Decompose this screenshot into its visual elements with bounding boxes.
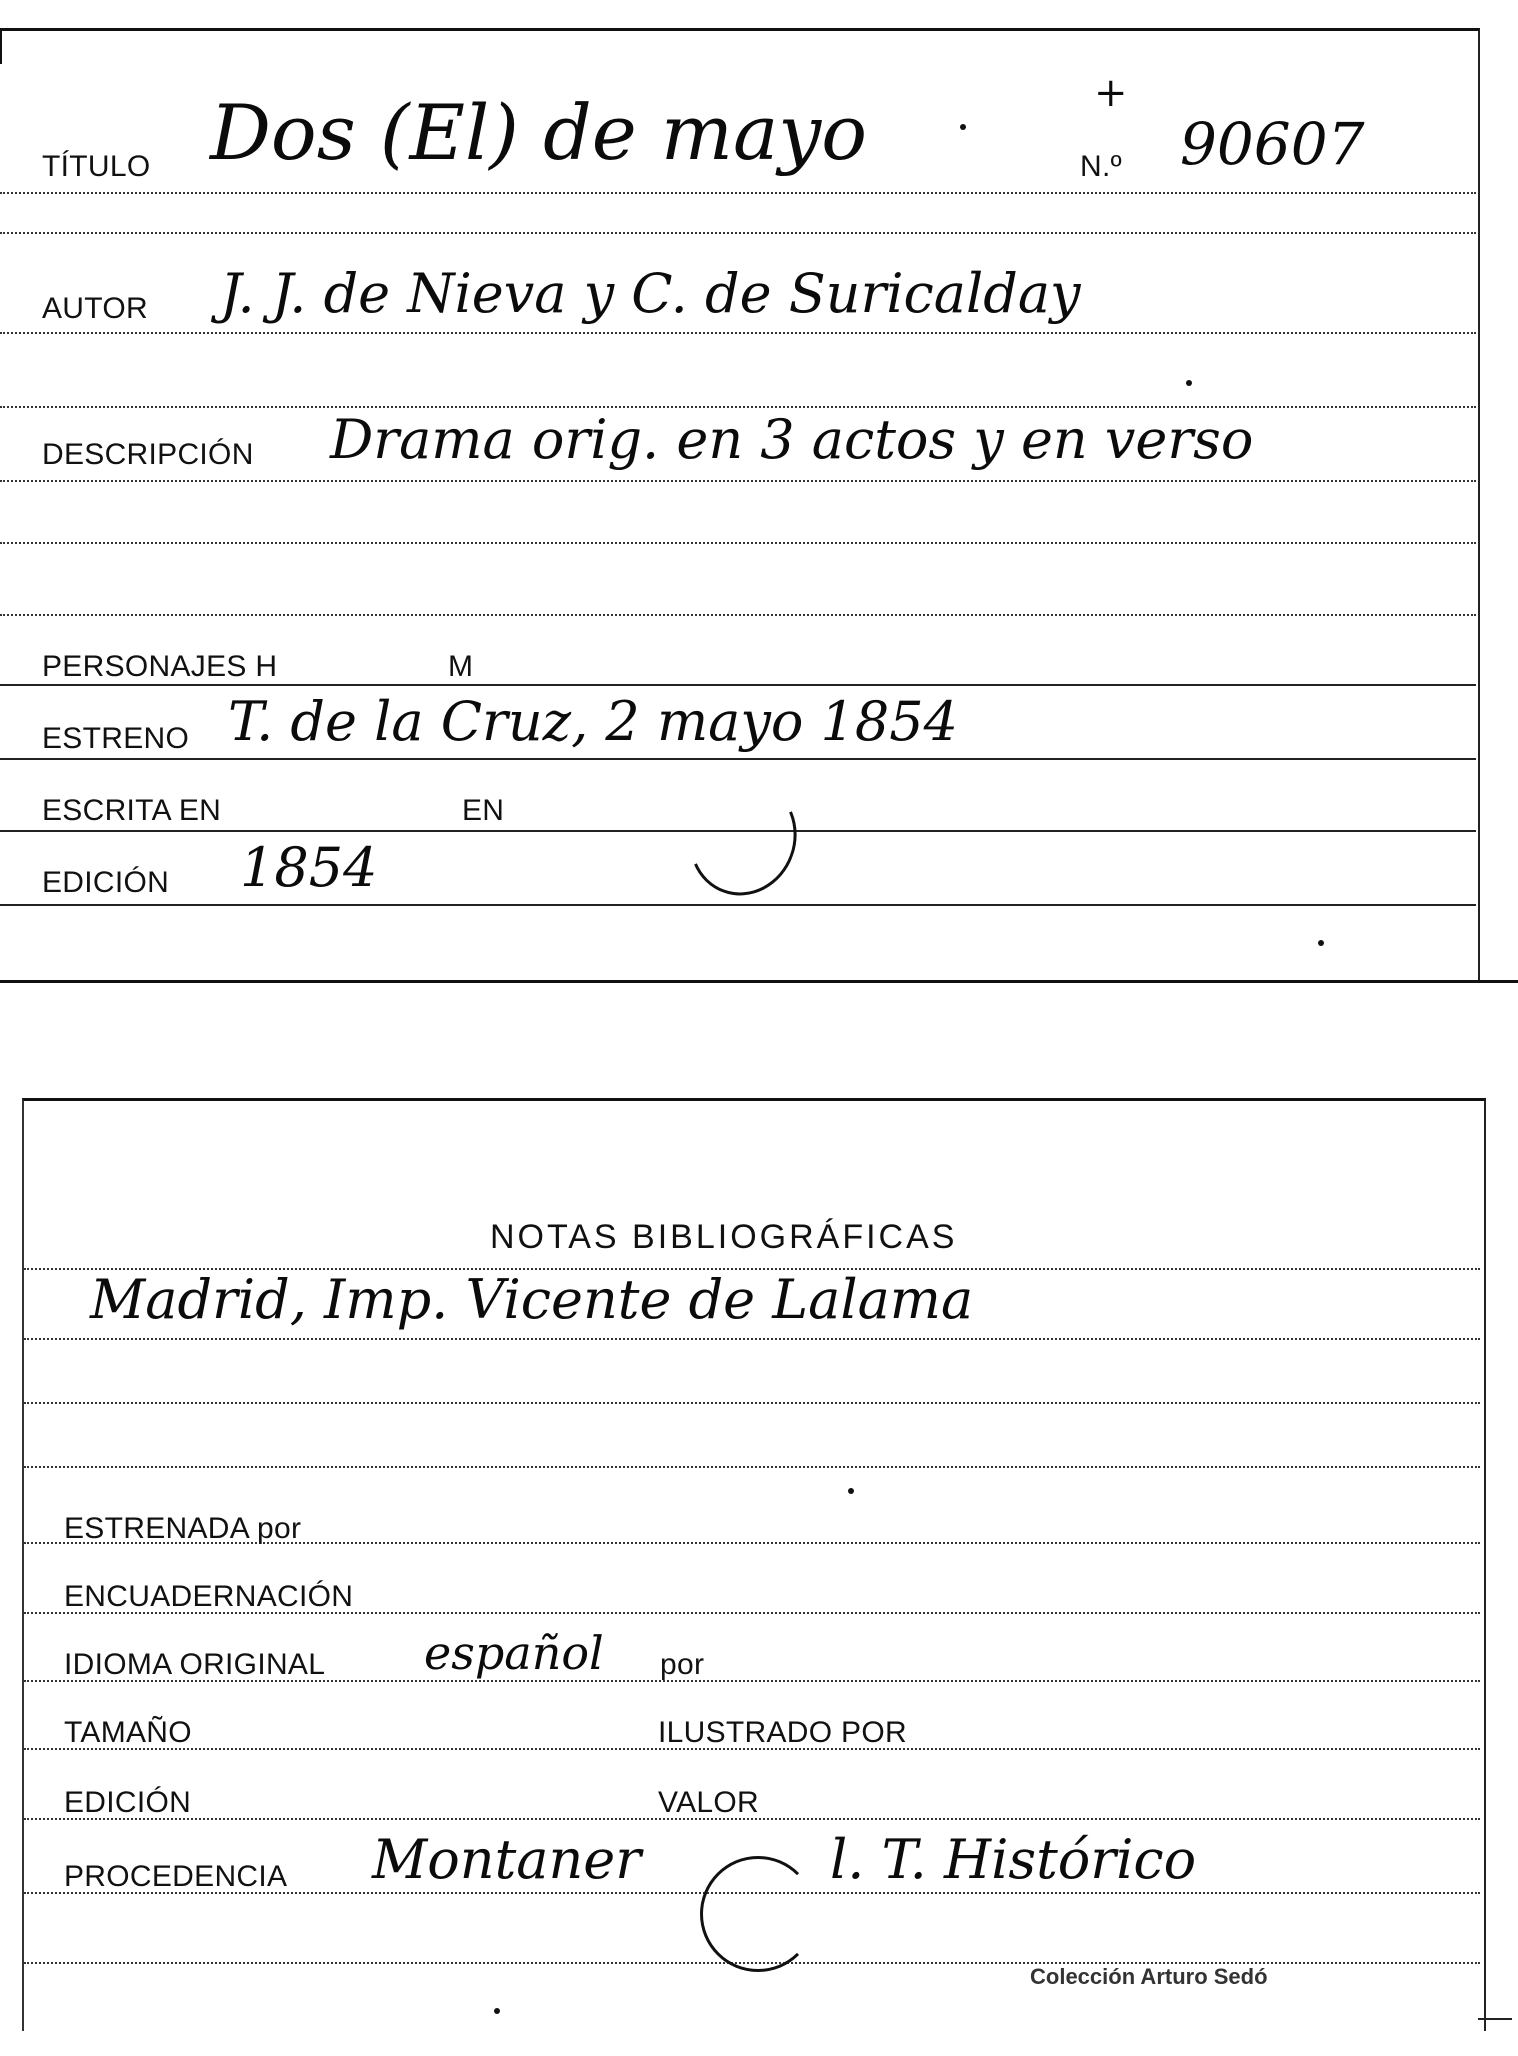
idioma-label: IDIOMA ORIGINAL	[64, 1648, 326, 1681]
speck	[1186, 380, 1192, 386]
rule-estreno	[0, 758, 1476, 760]
idioma-por-label: por	[660, 1648, 705, 1681]
idioma-value: español	[424, 1626, 604, 1680]
punch-hole-mark	[700, 1856, 816, 1972]
rule-blank-1	[0, 542, 1476, 544]
collection-footer: Colección Arturo Sedó	[1030, 1964, 1268, 1989]
autor-value: J. J. de Nieva y C. de Suricalday	[220, 262, 1081, 325]
estreno-label: ESTRENO	[42, 722, 190, 755]
encuadernacion-label: ENCUADERNACIÓN	[64, 1580, 354, 1613]
escrita-en-label: EN	[462, 794, 505, 827]
procedencia-value: Montaner	[372, 1828, 642, 1891]
edicion-label: EDICIÓN	[42, 866, 170, 899]
rule-autor	[0, 332, 1476, 334]
numero-mark: +	[1094, 70, 1128, 116]
escrita-label: ESCRITA EN	[42, 794, 222, 827]
descripcion-value: Drama orig. en 3 actos y en verso	[330, 408, 1254, 471]
estrenada-label: ESTRENADA por	[64, 1512, 302, 1545]
speck	[494, 2008, 500, 2014]
notas-heading: NOTAS BIBLIOGRÁFICAS	[490, 1218, 958, 1256]
rule-edicion	[0, 904, 1476, 906]
edicion-back-label: EDICIÓN	[64, 1786, 192, 1819]
ilustrado-label: ILUSTRADO POR	[658, 1716, 907, 1749]
speck	[848, 1488, 854, 1494]
autor-label: AUTOR	[42, 292, 148, 325]
personajes-m-label: M	[448, 650, 474, 683]
edicion-value: 1854	[240, 836, 378, 899]
rule-descripcion	[0, 480, 1476, 482]
tamano-label: TAMAÑO	[64, 1716, 192, 1749]
rule-notas	[24, 1338, 1480, 1340]
titulo-label: TÍTULO	[42, 150, 151, 183]
rule-blank-2	[0, 614, 1476, 616]
rule-titulo-2	[0, 232, 1476, 234]
numero-label: N.º	[1080, 150, 1122, 183]
speck	[1318, 940, 1324, 946]
card-edge-mark	[0, 28, 2, 64]
card-front-bottom-border	[0, 980, 1518, 983]
numero-value: 90607	[1180, 110, 1365, 178]
descripcion-label: DESCRIPCIÓN	[42, 438, 254, 471]
estreno-value: T. de la Cruz, 2 mayo 1854	[228, 690, 958, 753]
valor-label: VALOR	[658, 1786, 759, 1819]
titulo-value: Dos (El) de mayo	[210, 88, 867, 177]
edge-mark	[1478, 2018, 1512, 2020]
rule-personajes	[0, 684, 1476, 686]
personajes-label: PERSONAJES H	[42, 650, 278, 683]
procedencia-extra: l. T. Histórico	[830, 1828, 1197, 1891]
rule-notas-3	[24, 1466, 1480, 1468]
rule-notas-2	[24, 1402, 1480, 1404]
speck	[960, 124, 966, 130]
notas-value: Madrid, Imp. Vicente de Lalama	[90, 1268, 974, 1331]
rule-titulo	[0, 192, 1476, 194]
procedencia-label: PROCEDENCIA	[64, 1860, 288, 1893]
